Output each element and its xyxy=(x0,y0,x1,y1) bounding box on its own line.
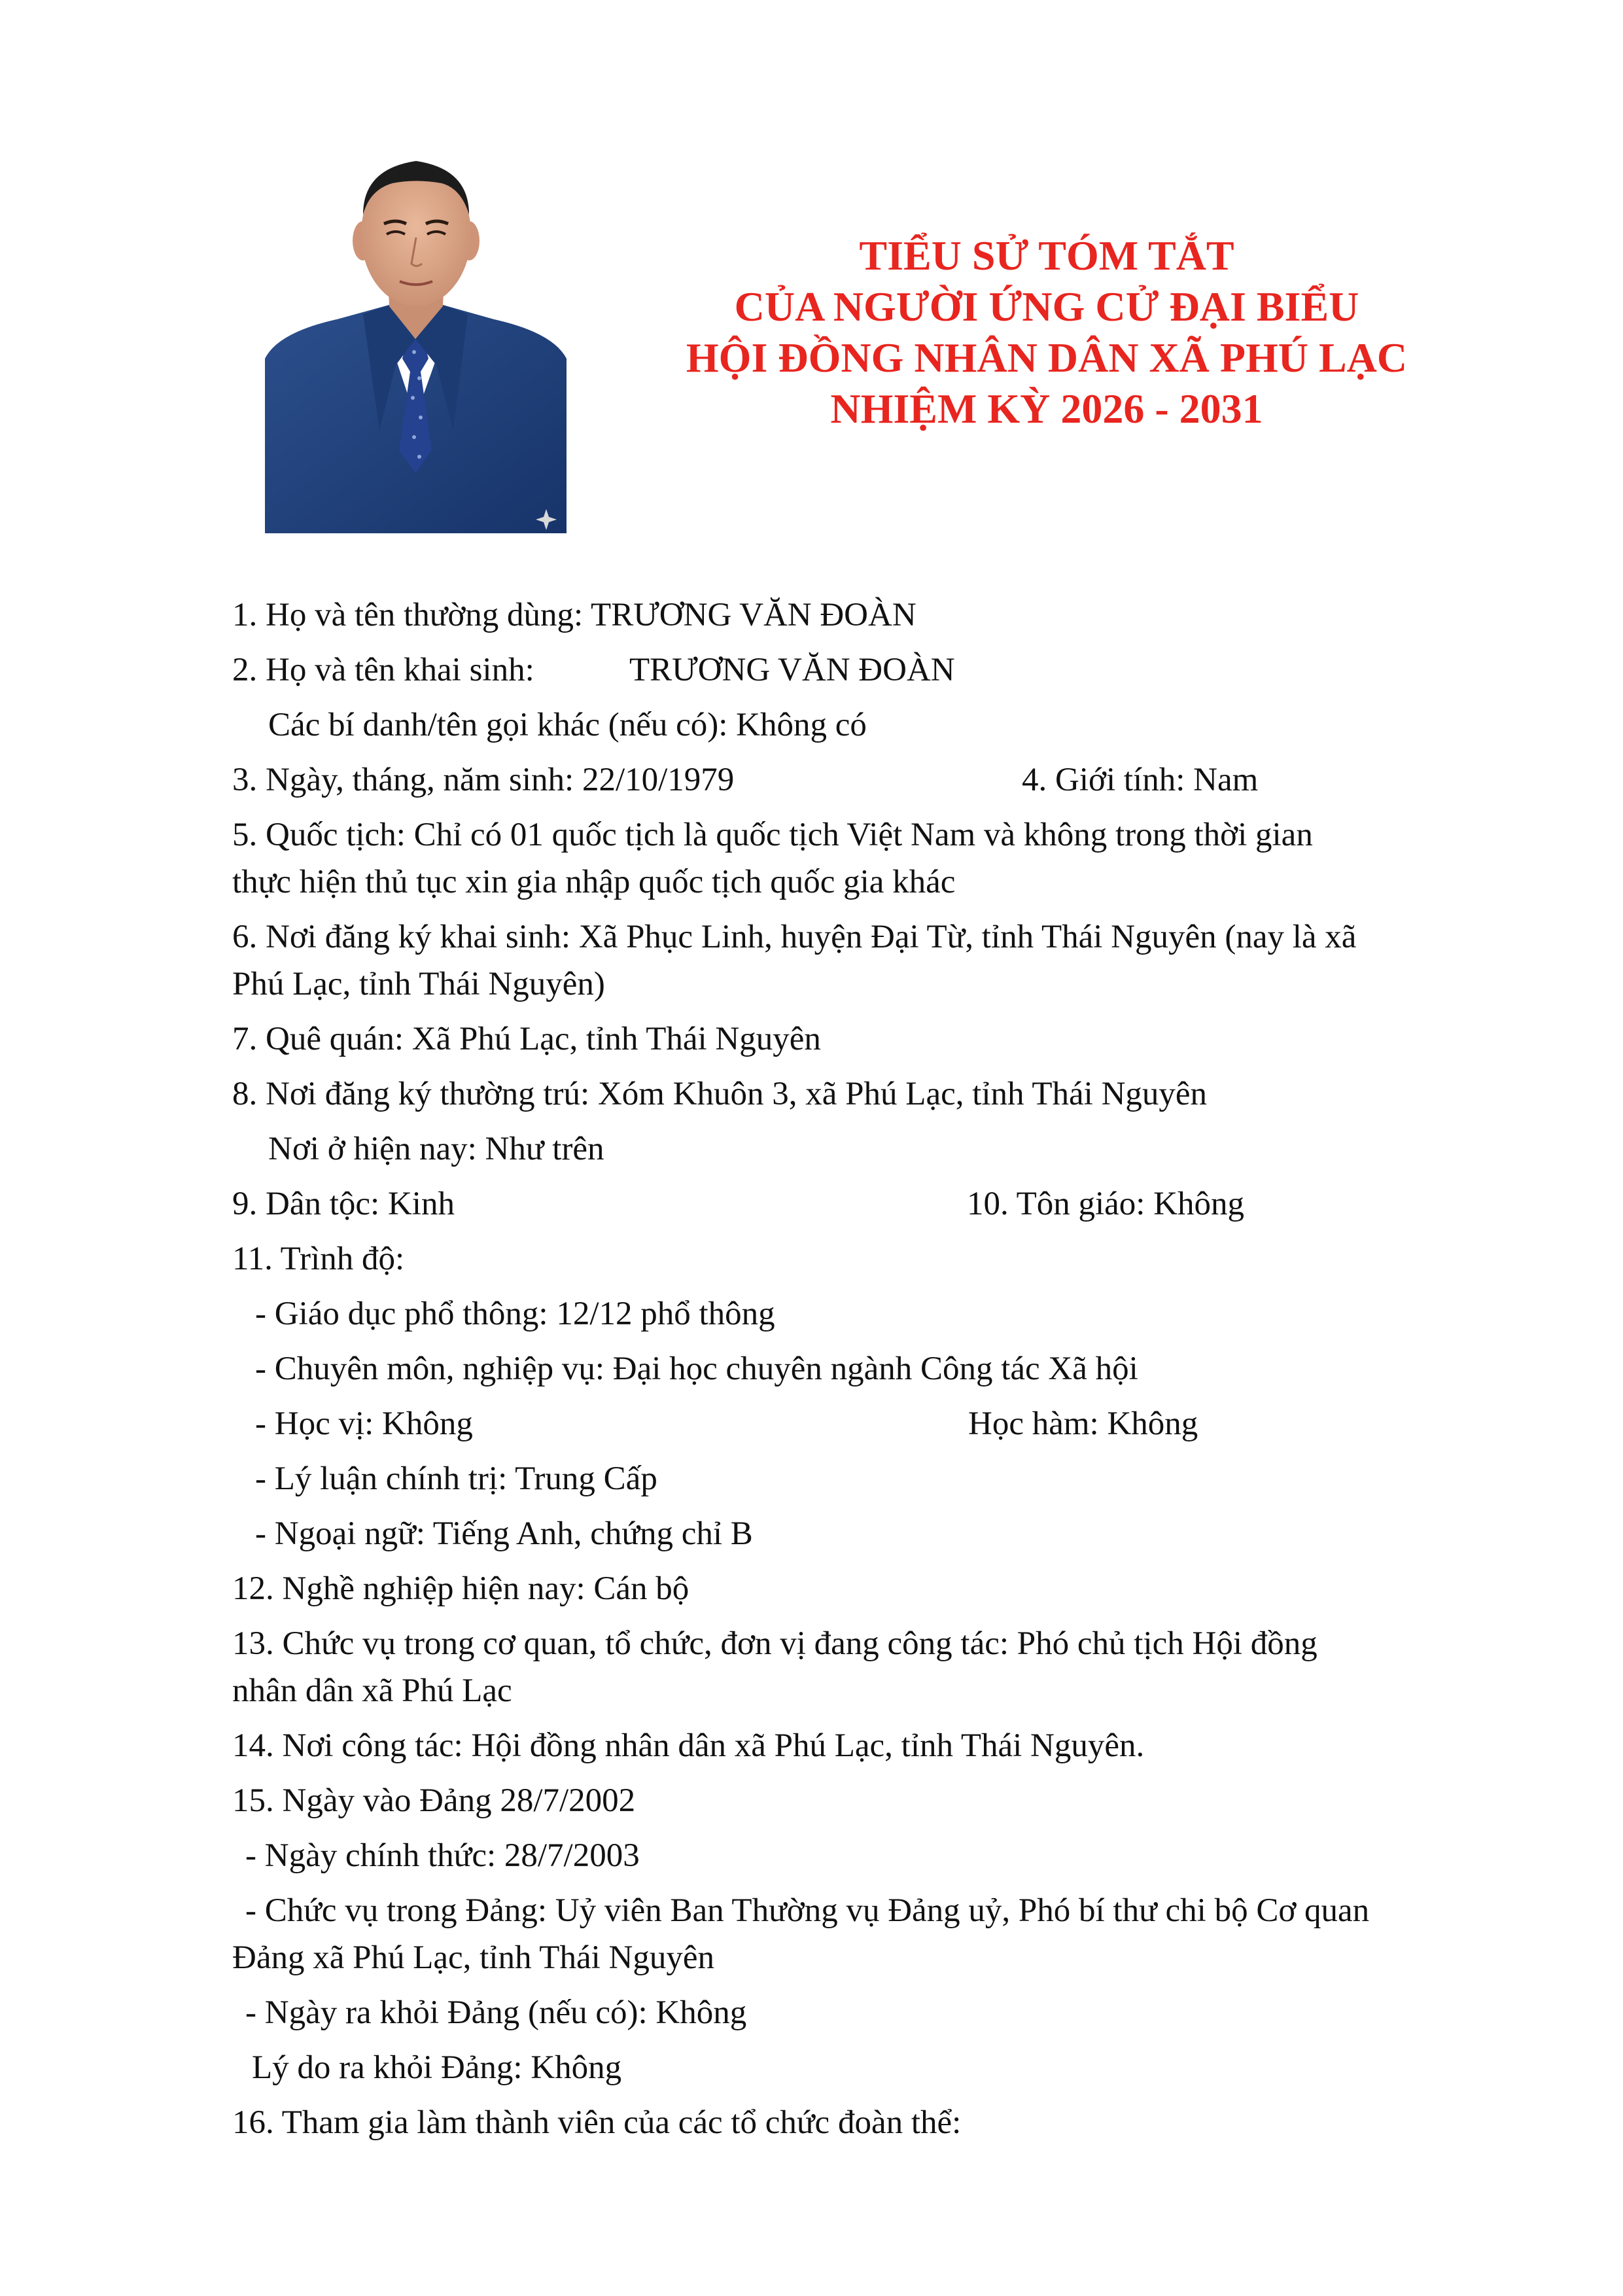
item-11-academic-degree: - Học vị: Không xyxy=(255,1405,473,1442)
item-16-organizations: 16. Tham gia làm thành viên của các tổ chức đoàn thể: xyxy=(232,2104,962,2141)
item-2-birth-name-label: 2. Họ và tên khai sinh: xyxy=(232,652,534,688)
item-8-permanent-residence: 8. Nơi đăng ký thường trú: Xóm Khuôn 3, xã Phú Lạc, tỉnh Thái Nguyên xyxy=(232,1076,1208,1112)
item-5-nationality-line-1: 5. Quốc tịch: Chỉ có 01 quốc tịch là quốc tịch Việt Nam và không trong thời gian xyxy=(232,817,1313,853)
item-4-gender: 4. Giới tính: Nam xyxy=(1022,762,1259,798)
item-5-nationality-line-2: thực hiện thủ tục xin gia nhập quốc tịch quốc gia khác xyxy=(232,864,956,900)
title-line-1: TIỂU SỬ TÓM TẮT xyxy=(859,232,1234,279)
item-13-position-line-2: nhân dân xã Phú Lạc xyxy=(232,1672,512,1709)
item-10-religion: 10. Tôn giáo: Không xyxy=(967,1186,1245,1222)
item-11-foreign-language: - Ngoại ngữ: Tiếng Anh, chứng chỉ B xyxy=(255,1515,753,1552)
item-11-education-heading: 11. Trình độ: xyxy=(232,1241,405,1277)
document-title xyxy=(628,230,1465,434)
item-11-academic-title: Học hàm: Không xyxy=(968,1405,1198,1442)
candidate-portrait xyxy=(265,143,567,533)
item-13-position-line-1: 13. Chức vụ trong cơ quan, tổ chức, đơn vị đang công tác: Phó chủ tịch Hội đồng xyxy=(232,1625,1318,1662)
title-line-2: CỦA NGƯỜI ỨNG CỬ ĐẠI BIỂU xyxy=(734,283,1359,330)
item-1-common-name: 1. Họ và tên thường dùng: TRƯƠNG VĂN ĐOÀN xyxy=(232,597,916,633)
item-15-party-role-line-1: - Chức vụ trong Đảng: Uỷ viên Ban Thường vụ Đảng uỷ, Phó bí thư chi bộ Cơ quan xyxy=(245,1892,1370,1929)
item-14-workplace: 14. Nơi công tác: Hội đồng nhân dân xã Phú Lạc, tỉnh Thái Nguyên. xyxy=(232,1727,1145,1764)
item-11-specialization: - Chuyên môn, nghiệp vụ: Đại học chuyên ngành Công tác Xã hội xyxy=(255,1351,1138,1387)
item-9-ethnicity: 9. Dân tộc: Kinh xyxy=(232,1186,455,1222)
title-line-3: HỘI ĐỒNG NHÂN DÂN XÃ PHÚ LẠC xyxy=(686,334,1408,381)
item-15-party-leave-date: - Ngày ra khỏi Đảng (nếu có): Không xyxy=(245,1994,747,2031)
item-15-party-leave-reason: Lý do ra khỏi Đảng: Không xyxy=(252,2049,622,2086)
title-line-4: NHIỆM KỲ 2026 - 2031 xyxy=(830,385,1263,432)
item-11-general-education: - Giáo dục phổ thông: 12/12 phổ thông xyxy=(255,1296,775,1332)
item-6-birth-registration-line-2: Phú Lạc, tỉnh Thái Nguyên) xyxy=(232,966,605,1002)
item-15-party-role-line-2: Đảng xã Phú Lạc, tỉnh Thái Nguyên xyxy=(232,1939,714,1976)
item-15-party-admission: 15. Ngày vào Đảng 28/7/2002 xyxy=(232,1782,636,1819)
item-7-hometown: 7. Quê quán: Xã Phú Lạc, tỉnh Thái Nguyên xyxy=(232,1021,821,1057)
item-6-birth-registration-line-1: 6. Nơi đăng ký khai sinh: Xã Phục Linh, huyện Đại Từ, tỉnh Thái Nguyên (nay là xã xyxy=(232,919,1357,955)
item-15-official-date: - Ngày chính thức: 28/7/2003 xyxy=(245,1837,640,1874)
item-12-occupation: 12. Nghề nghiệp hiện nay: Cán bộ xyxy=(232,1570,689,1607)
item-8-current-residence: Nơi ở hiện nay: Như trên xyxy=(268,1131,604,1167)
item-11-political-theory: - Lý luận chính trị: Trung Cấp xyxy=(255,1460,657,1497)
item-3-date-of-birth: 3. Ngày, tháng, năm sinh: 22/10/1979 xyxy=(232,762,735,798)
item-2-aliases: Các bí danh/tên gọi khác (nếu có): Không có xyxy=(268,707,867,743)
item-2-birth-name-value: TRƯƠNG VĂN ĐOÀN xyxy=(629,652,955,688)
